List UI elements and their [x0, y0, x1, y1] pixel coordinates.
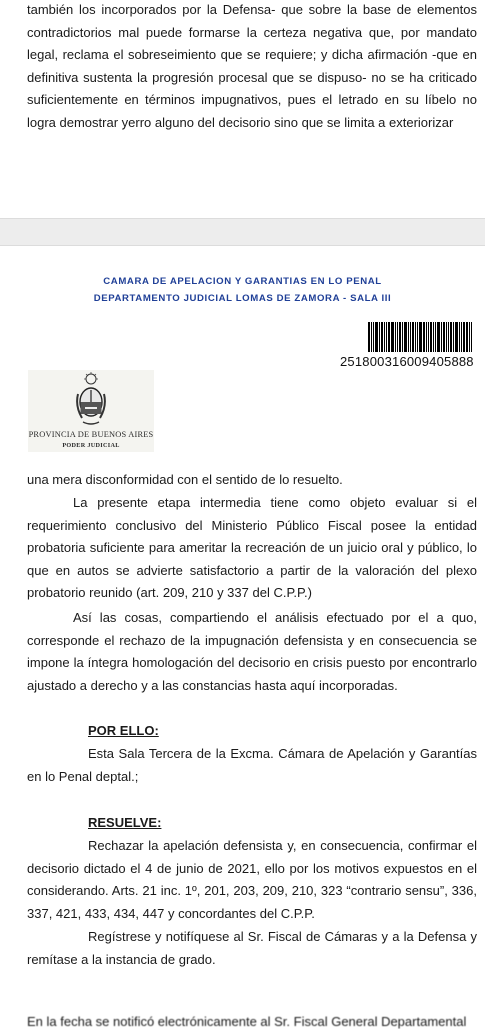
barcode-number: 251800316009405888	[340, 354, 474, 369]
barcode-bar	[373, 322, 374, 352]
barcode-bar	[381, 322, 383, 352]
barcode-bar	[469, 322, 470, 352]
barcode-bar	[384, 322, 385, 352]
barcode-bar	[368, 322, 370, 352]
coat-of-arms-icon	[74, 372, 108, 428]
barcode-bar	[430, 322, 432, 352]
paragraph-analysis: Así las cosas, compartiendo el análisis efectuado por el a quo, corresponde el rechazo de la impugnación defensista y en consecuencia se impone la íntegra homologación del decisorio en crisis puesto por encontrarlo ajustado a derecho y a las constancias hasta aquí incorporadas.	[27, 610, 477, 693]
judicial-branch-label: PODER JUDICIAL	[62, 442, 120, 449]
page-separator	[0, 218, 485, 246]
paragraph-notify: Regístrese y notifíquese al Sr. Fiscal de Cámaras y a la Defensa y remítase a la instancia de grado.	[27, 929, 477, 967]
barcode-bar	[423, 322, 425, 352]
paragraph-disconformity: una mera disconformidad con el sentido de lo resuelto.	[27, 472, 343, 487]
barcode-bar	[408, 322, 409, 352]
barcode-bar	[371, 322, 372, 352]
barcode-bar	[426, 322, 427, 352]
resuelve-heading: RESUELVE:	[88, 815, 162, 830]
previous-page-paragraph: también los incorporados por la Defensa- que sobre la base de elementos contradictorios mal puede formarse la certeza negativa que, por mandato legal, reclama el sobreseimiento que se requiere; y dicha afirmación -que en definitiva sustenta la progresión procesal que se dispuso- no se ha criticado suficientemente en términos impugnativos, pues el letrado en su líbelo no logra demostrar yerro alguno del decisorio sino que se limita a exteriorizar	[27, 2, 477, 130]
barcode-bar	[375, 322, 378, 352]
barcode-bar	[471, 322, 472, 352]
province-seal	[28, 370, 154, 452]
por-ello-heading: POR ELLO:	[88, 723, 159, 738]
document-barcode	[368, 322, 474, 352]
barcode-bar	[453, 322, 454, 352]
barcode-bar	[448, 322, 449, 352]
barcode-bar	[395, 322, 396, 352]
barcode-bar	[386, 322, 387, 352]
barcode-bar	[412, 322, 414, 352]
paragraph-sala: Esta Sala Tercera de la Excma. Cámara de Apelación y Garantías en lo Penal deptal.;	[27, 746, 477, 784]
department-header: DEPARTAMENTO JUDICIAL LOMAS DE ZAMORA - SALA III	[93, 293, 392, 304]
court-name-header: CAMARA DE APELACION Y GARANTIAS EN LO PENAL	[103, 276, 382, 287]
barcode-bar	[399, 322, 401, 352]
barcode-bar	[388, 322, 390, 352]
paragraph-intermediate-stage: La presente etapa intermedia tiene como objeto evaluar si el requerimiento conclusivo del Ministerio Público Fiscal posee la entidad probatoria suficiente para ameritar la recreación de un juicio oral y público, lo que en autos se advierte satisfactorio a partir de la valoración del plexo probatorio reunido (art. 209, 210 y 337 del C.P.P.)	[27, 495, 477, 601]
barcode-bar	[446, 322, 447, 352]
barcode-bar	[455, 322, 458, 352]
barcode-bar	[415, 322, 416, 352]
barcode-bar	[463, 322, 465, 352]
paragraph-resolution: Rechazar la apelación defensista y, en consecuencia, confirmar el decisorio dictado el 4 de junio de 2021, ello por los motivos expuestos en el considerando. Arts. 21 inc. 1º, 201, 203, 209, 210, 323 “contrario sensu”, 336, 337, 421, 433, 434, 447 y concordantes del C.P.P.	[27, 838, 477, 921]
barcode-bar	[443, 322, 445, 352]
province-name: PROVINCIA DE BUENOS AIRES	[28, 430, 154, 439]
barcode-bar	[410, 322, 411, 352]
barcode-bar	[433, 322, 434, 352]
barcode-bar	[466, 322, 468, 352]
barcode-bar	[437, 322, 440, 352]
barcode-bar	[419, 322, 422, 352]
barcode-bar	[404, 322, 407, 352]
barcode-bar	[435, 322, 436, 352]
barcode-bar	[402, 322, 403, 352]
barcode-bar	[459, 322, 460, 352]
barcode-bar	[428, 322, 429, 352]
barcode-bar	[379, 322, 380, 352]
cut-off-line: En la fecha se notificó electrónicamente al Sr. Fiscal General Departamental	[27, 1014, 467, 1029]
barcode-bar	[391, 322, 394, 352]
barcode-bar	[417, 322, 418, 352]
barcode-bar	[450, 322, 452, 352]
barcode-bar	[461, 322, 462, 352]
barcode-bar	[441, 322, 442, 352]
barcode-bar	[397, 322, 398, 352]
